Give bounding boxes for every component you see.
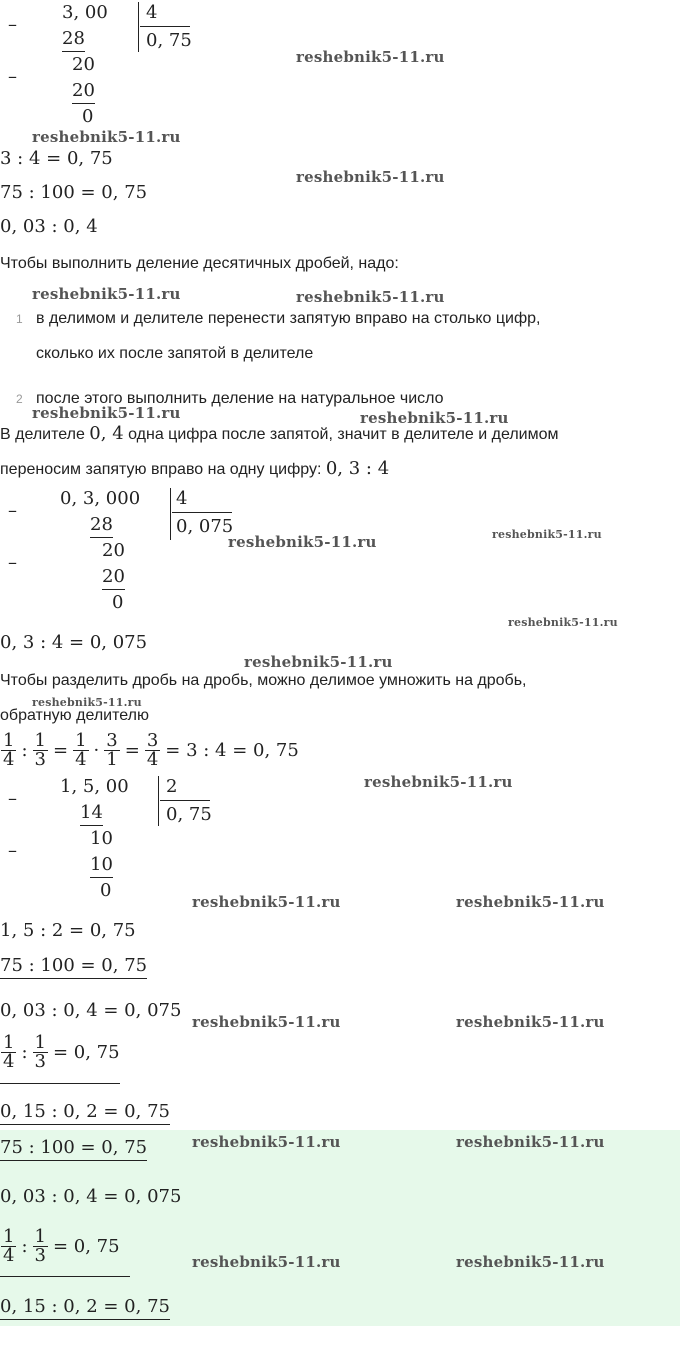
explain1-line1: В делителе 0, 4 одна цифра после запятой, значит в делителе и делимом (0, 423, 559, 444)
watermark: reshebnik5-11.ru (192, 1013, 341, 1031)
div2-vline (170, 488, 171, 540)
watermark: reshebnik5-11.ru (192, 1253, 341, 1271)
eq-003-div-04: 0, 03 : 0, 4 (0, 216, 98, 237)
watermark: reshebnik5-11.ru (192, 1133, 341, 1151)
rule-step-text: сколько их после запятой в делителе (36, 345, 314, 362)
fraction: $\frac{3}{4}$ (146, 730, 159, 770)
watermark: reshebnik5-11.ru (456, 893, 605, 911)
div1-dividend: 3, 00 (62, 2, 108, 23)
div1-quotient: 0, 75 (146, 30, 192, 51)
watermark: reshebnik5-11.ru (492, 528, 602, 541)
rule-step-number: 1 (16, 312, 23, 326)
div2-dividend: 0, 3, 000 (60, 488, 141, 509)
watermark: reshebnik5-11.ru (296, 168, 445, 186)
watermark: reshebnik5-11.ru (360, 409, 509, 427)
div2-divisor: 4 (176, 488, 188, 509)
div1-hline (140, 26, 190, 27)
div1-sub2: 20 (72, 80, 95, 104)
div3-vline (158, 776, 159, 826)
watermark: reshebnik5-11.ru (32, 696, 142, 709)
explain2-line2: обратную делителю (0, 707, 149, 724)
summary-row: 1, 5 : 2 = 0, 75 (0, 920, 136, 941)
div1-rem2: 0 (82, 106, 94, 127)
summary-row: 0, 03 : 0, 4 = 0, 075 (0, 1000, 182, 1021)
explain1-line2: переносим запятую вправо на одну цифру: 0, 3 : 4 (0, 458, 390, 479)
eq-3-div-4: 3 : 4 = 0, 75 (0, 148, 113, 169)
fraction: $\frac{1}{3}$ (34, 730, 46, 770)
div3-minus-1: – (8, 788, 17, 809)
summary-row: 75 : 100 = 0, 75 (0, 955, 147, 979)
watermark: reshebnik5-11.ru (456, 1253, 605, 1271)
div1-minus-1: – (8, 14, 17, 35)
answer-row: $\frac{1}{4}$ : $\frac{1}{3}$ = 0, 75 (3, 1226, 120, 1266)
watermark: reshebnik5-11.ru (456, 1133, 605, 1151)
eq-75-div-100: 75 : 100 = 0, 75 (0, 182, 148, 203)
rule-intro: Чтобы выполнить деление десятичных дробей, надо: (0, 255, 399, 272)
rule-step-text: в делимом и делителе перенести запятую вправо на столько цифр, (36, 310, 541, 327)
fraction: $\frac{1}{4}$ (75, 730, 87, 770)
watermark: reshebnik5-11.ru (296, 48, 445, 66)
summary-row: $\frac{1}{4}$ : $\frac{1}{3}$ = 0, 75 (3, 1032, 120, 1072)
div2-quotient: 0, 075 (176, 516, 234, 537)
watermark: reshebnik5-11.ru (32, 285, 181, 303)
underline (0, 1083, 120, 1084)
div2-sub1: 28 (90, 514, 113, 538)
div1-sub1: 28 (62, 28, 85, 52)
div2-rem2: 0 (112, 592, 124, 613)
div3-quotient: 0, 75 (166, 804, 212, 825)
div3-minus-2: – (8, 840, 17, 861)
watermark: reshebnik5-11.ru (364, 773, 513, 791)
watermark: reshebnik5-11.ru (192, 893, 341, 911)
watermark: reshebnik5-11.ru (244, 653, 393, 671)
div1-minus-2: – (8, 66, 17, 87)
div3-sub2: 10 (90, 854, 113, 878)
answer-row: 0, 03 : 0, 4 = 0, 075 (0, 1186, 182, 1207)
watermark: reshebnik5-11.ru (32, 404, 181, 422)
div3-rem1: 10 (90, 828, 113, 849)
div3-divisor: 2 (166, 776, 178, 797)
answer-row: 75 : 100 = 0, 75 (0, 1137, 147, 1161)
watermark: reshebnik5-11.ru (296, 288, 445, 306)
div2-minus-2: – (8, 552, 17, 573)
div3-hline (160, 800, 210, 801)
watermark: reshebnik5-11.ru (456, 1013, 605, 1031)
summary-row: 0, 15 : 0, 2 = 0, 75 (0, 1101, 170, 1125)
watermark: reshebnik5-11.ru (32, 128, 181, 146)
div3-rem2: 0 (100, 880, 112, 901)
div2-sub2: 20 (102, 566, 125, 590)
div2-rem1: 20 (102, 540, 125, 561)
watermark: reshebnik5-11.ru (508, 616, 618, 629)
div1-vline (138, 2, 139, 52)
div3-dividend: 1, 5, 00 (60, 776, 129, 797)
rule-step-text: после этого выполнить деление на натуральное число (36, 390, 444, 407)
rule-step-number: 2 (16, 392, 23, 406)
div2-hline (172, 512, 232, 513)
fraction: $\frac{3}{1}$ (106, 730, 118, 770)
div1-divisor: 4 (146, 2, 158, 23)
fraction: $\frac{1}{4}$ (3, 1226, 15, 1266)
fraction: $\frac{1}{3}$ (34, 1226, 46, 1266)
eq-03-div-4: 0, 3 : 4 = 0, 075 (0, 632, 148, 653)
fraction: $\frac{1}{4}$ (3, 730, 15, 770)
div3-sub1: 14 (80, 802, 103, 826)
fraction: $\frac{1}{4}$ (3, 1032, 15, 1072)
div1-rem1: 20 (72, 54, 95, 75)
fraction: $\frac{1}{3}$ (34, 1032, 46, 1072)
underline (0, 1276, 130, 1277)
watermark: reshebnik5-11.ru (228, 533, 377, 551)
fraction-equation: $\frac{1}{4}$ : $\frac{1}{3}$ = $\frac{1}{4}$ · $\frac{3}{1}$ = $\frac{3}{4}$ = 3 : 4 = 0, 75 (3, 730, 299, 770)
explain2-line1: Чтобы разделить дробь на дробь, можно делимое умножить на дробь, (0, 672, 527, 689)
answer-row: 0, 15 : 0, 2 = 0, 75 (0, 1296, 170, 1320)
div2-minus-1: – (8, 500, 17, 521)
